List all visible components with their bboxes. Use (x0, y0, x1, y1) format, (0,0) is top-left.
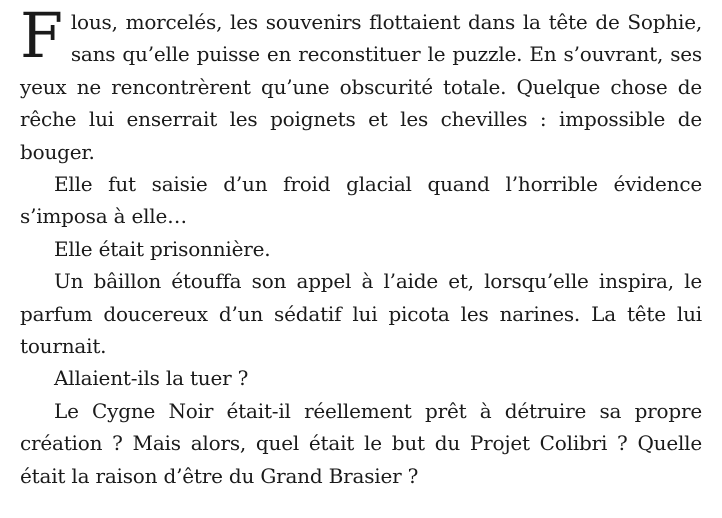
drop-cap: F (20, 0, 63, 72)
paragraph-1-text: lous, morcelés, les souvenirs flottaient dans la tête de Sophie, sans qu’elle puisse en reconstituer le puzzle. En s’ouvrant, ses yeux ne rencontrèrent qu’une obscurité totale. Quelque chose de rêche lui enserrait les poignets et les chevilles : impossible de bouger. (20, 10, 702, 164)
paragraph-5: Allaient-ils la tuer ? (54, 366, 249, 391)
paragraph-1 (20, 0, 702, 168)
paragraph-3: Elle était prisonnière. (54, 236, 271, 261)
paragraph-2: Elle fut saisie d’un froid glacial quand l’horrible évidence s’imposa à elle… (20, 172, 702, 229)
paragraph-6: Le Cygne Noir était-il réellement prêt à détruire sa propre création ? Mais alors, quel était le but du Projet Colibri ? Quelle était la raison d’être du Grand Brasier ? (20, 398, 702, 488)
paragraph-4: Un bâillon étouffa son appel à l’aide et, lorsqu’elle inspira, le parfum doucereux d’un sédatif lui picota les narines. La tête lui tournait. (20, 269, 702, 359)
